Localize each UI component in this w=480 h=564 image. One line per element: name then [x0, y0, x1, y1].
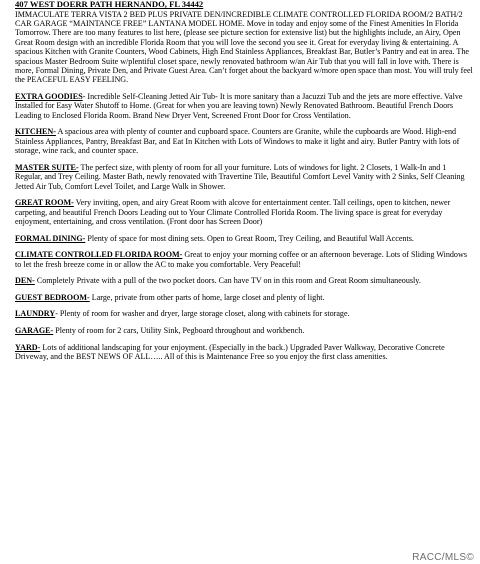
section-text: Plenty of room for 2 cars, Utility Sink, Pegboard throughout and workbench.	[53, 326, 305, 336]
section-heading: EXTRA GOODIES	[15, 92, 83, 102]
section-great-room	[15, 198, 475, 226]
section-heading: CLIMATE CONTROLLED FLORIDA ROOM-	[15, 250, 183, 260]
section-heading: LAUNDRY	[15, 309, 56, 319]
section-yard	[15, 343, 475, 362]
section-extra-goodies	[15, 92, 475, 120]
property-address: 407 WEST DOERR PATH HERNANDO, FL 34442	[15, 0, 204, 9]
section-text: Large, private from other parts of home, large closet and plenty of light.	[89, 292, 325, 302]
section-heading: GUEST BEDROOM-	[15, 292, 90, 302]
section-text: Great to enjoy your morning coffee or an afternoon beverage. Lots of Sliding Windows to let the fresh breeze come in or allow the AC to make you comfortable. Very Peaceful!	[15, 250, 467, 269]
section-text: A spacious area with plenty of counter and cupboard space. Counters are Granite, while the cupboards are Wood. High-end Stainless Appliances, Pantry, Breakfast Bar, and Eat In Kitchen with Lots of Windows to make it light and airy. Butler Pantry with lots of storage, wine rack, and counter space.	[15, 127, 460, 156]
mls-watermark: RACC/MLS©	[412, 551, 474, 563]
section-heading: YARD-	[15, 342, 41, 352]
section-text: Lots of additional landscaping for your enjoyment. (Especially in the back.) Upgraded Paver Walkway, Decorative Concrete Driveway, and the BEST NEWS OF ALL….. All of this is Maintenance Free so you enjoy the first class amenities.	[15, 342, 445, 362]
section-kitchen	[15, 127, 475, 155]
section-heading: GARAGE-	[15, 326, 54, 336]
section-heading: MASTER SUITE-	[15, 162, 79, 172]
listing-document	[15, 0, 475, 361]
section-garage	[15, 326, 475, 335]
section-heading: GREAT ROOM-	[15, 198, 74, 208]
section-text: The perfect size, with plenty of room for all your furniture. Lots of windows for light. 2 Closets, 1 Walk-In and 1 Regular, and Trey Ceiling. Master Bath, newly renovated with Travertine Tile, Beautiful Comfort Level Vanity with 2 Sinks, Self Cleaning Jetted Air Tub, Comfort Level Toilet, and Large Walk in Shower.	[15, 162, 465, 191]
section-text: Plenty of space for most dining sets. Open to Great Room, Trey Ceiling, and Beautiful Wall Accents.	[85, 233, 414, 243]
section-florida-room	[15, 250, 475, 269]
section-laundry	[15, 309, 475, 318]
section-heading: DEN-	[15, 276, 35, 286]
intro-paragraph: IMMACULATE TERRA VISTA 2 BED PLUS PRIVATE DEN/INCREDIBLE CLIMATE CONTROLLED FLORIDA ROOM/2 BATH/2 CAR GARAGE “MAINTANCE FREE” LANTANA MODEL HOME. Move in today and enjoy some of the Finest Amenities In Florida Tomorrow. There are too many features to list here, (please see picture section for extensive list) but the highlights include, an Airy, Open Great Room design with an incredible Florida Room that you will love the second you see it. Great for everyday living & entertaining. A spacious Kitchen with Granite Counters, Wood Cabinets, High End Stainless Appliances, Breakfast Bar, Butler’s Pantry and eat in area. The spacious Master Bedroom Suite w/plentiful closet space, newly renovated bathroom w/an Air Tub that you will fall in love with. There is more, Formal Dining, Private Den, and Private Guest Area. Can’t forget about the backyard w/more open space than most. You will truly feel the PEACEFUL EASY FEELING.	[15, 9, 473, 85]
section-formal-dining	[15, 234, 475, 243]
section-text: Very inviting, open, and airy Great Room with alcove for entertainment center. Tall ceilings, open to kitchen, newer carpeting, and beautiful French Doors Leading out to Your Climate Controlled Florida Room. The living space is great for everyday enjoyment, entertaining, and cross ventilation. (Front door has Screen Door)	[15, 198, 451, 227]
section-text: - Plenty of room for washer and dryer, large storage closet, along with cabinets for storage.	[55, 309, 350, 319]
section-heading: KITCHEN-	[15, 127, 56, 137]
section-master-suite	[15, 163, 475, 191]
section-text: - Incredible Self-Cleaning Jetted Air Tub- It is more sanitary than a Jacuzzi Tub and the jets are more effective. Valve Installed for Easy Water Shutoff to Home. (Great for when you are leaving town) Newly Renovated Bathroom. Beautiful French Doors Leading to Enclosed Florida Room. Brand New Dryer Vent, Screened Front Door for Cross Ventilation.	[15, 92, 463, 120]
section-text: Completely Private with a pull of the two pocket doors. Can have TV on in this room and Great Room simultaneously.	[34, 276, 421, 286]
section-den	[15, 276, 475, 285]
section-guest-bedroom	[15, 293, 475, 302]
section-heading: FORMAL DINING-	[15, 233, 86, 243]
